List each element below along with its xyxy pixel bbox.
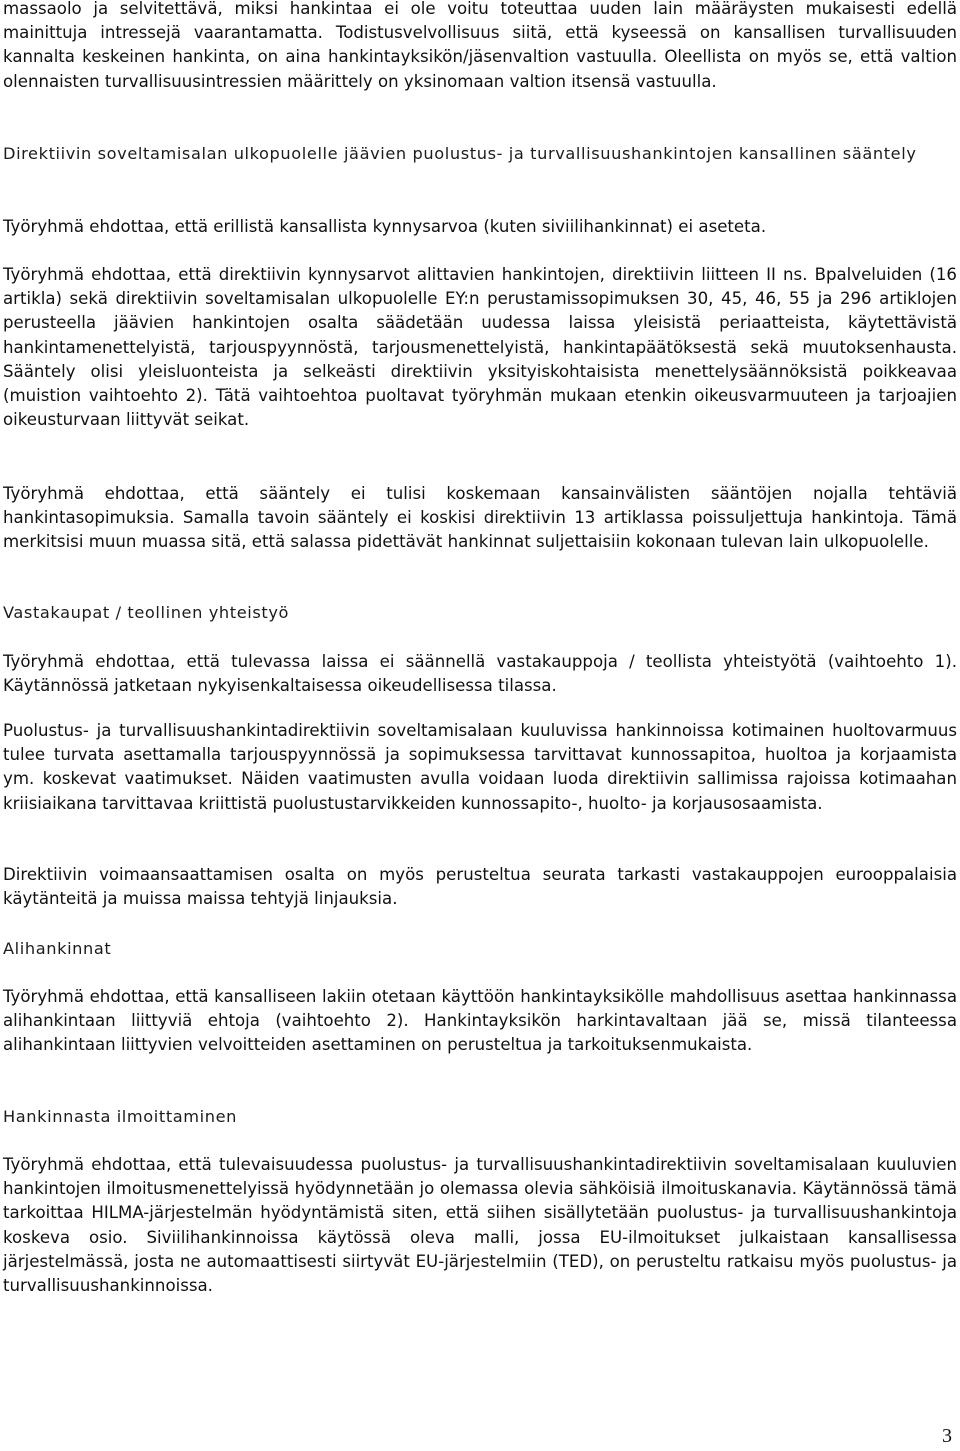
- paragraph-subcontracting-proposal: [3, 985, 957, 1058]
- page-number: 3: [942, 1425, 952, 1447]
- paragraph-text: Työryhmä ehdottaa, että tulevaisuudessa puolustus- ja turvallisuushankintadirektiivin soveltamisalaan kuuluvien hankintojen ilmoitusmenettelyissä hyödynnetään jo olemassa olevia sähköisiä ilmoituskanavia. Käytännössä tämä tarkoittaa HILMA-järjestelmän hyödyntämistä siten, että siihen sisällytetään puolustus- ja turvallisuushankintoja koskeva osio. Siviilihankinnoissa käytössä oleva malli, jossa EU-ilmoitukset julkaistaan kansallisessa järjestelmässä, josta ne automaattisesti siirtyvät EU-järjestelmiin (TED), on perusteltu ratkaisu myös puolustus- ja turvallisuushankinnoissa.: [3, 1155, 957, 1296]
- heading-text: Vastakaupat / teollinen yhteistyö: [3, 603, 290, 622]
- heading-text: Direktiivin soveltamisalan ulkopuolelle jäävien puolustus- ja turvallisuushankintojen kansallinen sääntely: [3, 144, 917, 163]
- heading-text: Hankinnasta ilmoittaminen: [3, 1107, 238, 1126]
- paragraph-notification-proposal: [3, 1153, 957, 1298]
- section-heading-subcontracting: [3, 937, 957, 961]
- paragraph-text: Työryhmä ehdottaa, että erillistä kansallista kynnysarvoa (kuten siviilihankinnat) ei aseteta.: [3, 217, 767, 236]
- paragraph-text: Työryhmä ehdottaa, että sääntely ei tulisi koskemaan kansainvälisten sääntöjen nojalla tehtäviä hankintasopimuksia. Samalla tavoin sääntely ei koskisi direktiivin 13 artiklassa poissuljettuja hankintoja. Tämä merkitsisi muun muassa sitä, että salassa pidettävät hankinnat suljettaisiin kokonaan tulevan lain ulkopuolelle.: [3, 484, 957, 552]
- paragraph-intro-continuation: [3, 0, 957, 94]
- paragraph-text: Direktiivin voimaansaattamisen osalta on myös perusteltua seurata tarkasti vastakauppojen eurooppalaisia käytänteitä ja muissa maissa tehtyjä linjauksia.: [3, 865, 957, 909]
- heading-text: Alihankinnat: [3, 939, 112, 958]
- paragraph-threshold: [3, 215, 957, 239]
- paragraph-text: Työryhmä ehdottaa, että direktiivin kynnysarvot alittavien hankintojen, direktiivin liitteen II ns. Bpalveluiden (16 artikla) sekä direktiivin soveltamisalan ulkopuolelle EY:n perustamissopimuksen 30, 45, 46, 55 ja 296 artiklojen perusteella jäävien hankintojen osalta säädetään uudessa laissa yleisistä periaatteista, käytettävistä hankintamenettelyistä, tarjouspyynnöstä, tarjousmenettelyistä, hankintapäätöksestä sekä muutoksenhausta. Sääntely olisi yleisluonteista ja selkeästi direktiivin yksityiskohtaisista menettelysäännöksistä poikkeavaa (muistion vaihtoehto 2). Tätä vaihtoehtoa puoltavat työryhmän mukaan etenkin oikeusvarmuuteen ja tarjoajien oikeusturvaan liittyvät seikat.: [3, 265, 957, 430]
- paragraph-text: Työryhmä ehdottaa, että tulevassa laissa ei säännellä vastakauppoja / teollista yhteistyötä (vaihtoehto 1). Käytännössä jatketaan nykyisenkaltaisessa oikeudellisessa tilassa.: [3, 652, 957, 696]
- paragraph-european-practices: [3, 863, 957, 911]
- paragraph-security-of-supply: [3, 719, 957, 816]
- paragraph-text: Työryhmä ehdottaa, että kansalliseen lakiin otetaan käyttöön hankintayksikölle mahdollisuus asettaa hankinnassa alihankintaan liittyviä ehtoja (vaihtoehto 2). Hankintayksikön harkintavaltaan jää se, missä tilanteessa alihankintaan liittyvien velvoitteiden asettaminen on perusteltua ja tarkoituksenmukaista.: [3, 987, 957, 1055]
- paragraph-text: massaolo ja selvitettävä, miksi hankintaa ei ole voitu toteuttaa uuden lain määräysten mukaisesti edellä mainittuja intressejä vaarantamatta. Todistusvelvollisuus siitä, että kyseessä on kansallisen turvallisuuden kannalta keskeinen hankinta, on aina hankintayksikön/jäsenvaltion vastuulla. Oleellista on myös se, että valtion olennaisten turvallisuusintressien määrittely on yksinomaan valtion itsensä vastuulla.: [3, 0, 957, 91]
- paragraph-offsets-proposal: [3, 650, 957, 698]
- paragraph-directive-thresholds: [3, 263, 957, 432]
- paragraph-text: Puolustus- ja turvallisuushankintadirektiivin soveltamisalaan kuuluvissa hankinnoissa kotimainen huoltovarmuus tulee turvata asettamalla tarjouspyynnössä ja sopimuksessa tarvittavat kunnossapitoa, huoltoa ja korjaamista ym. koskevat vaatimukset. Näiden vaatimusten avulla voidaan luoda direktiivin sallimissa rajoissa kotimaahan kriisiaikana tarvittavaa kriittistä puolustustarvikkeiden kunnossapito-, huolto- ja korjausosaamista.: [3, 721, 957, 813]
- section-heading-national-regulation: [3, 142, 957, 166]
- paragraph-international-rules: [3, 482, 957, 555]
- section-heading-notification: [3, 1105, 957, 1129]
- section-heading-offsets: [3, 601, 957, 625]
